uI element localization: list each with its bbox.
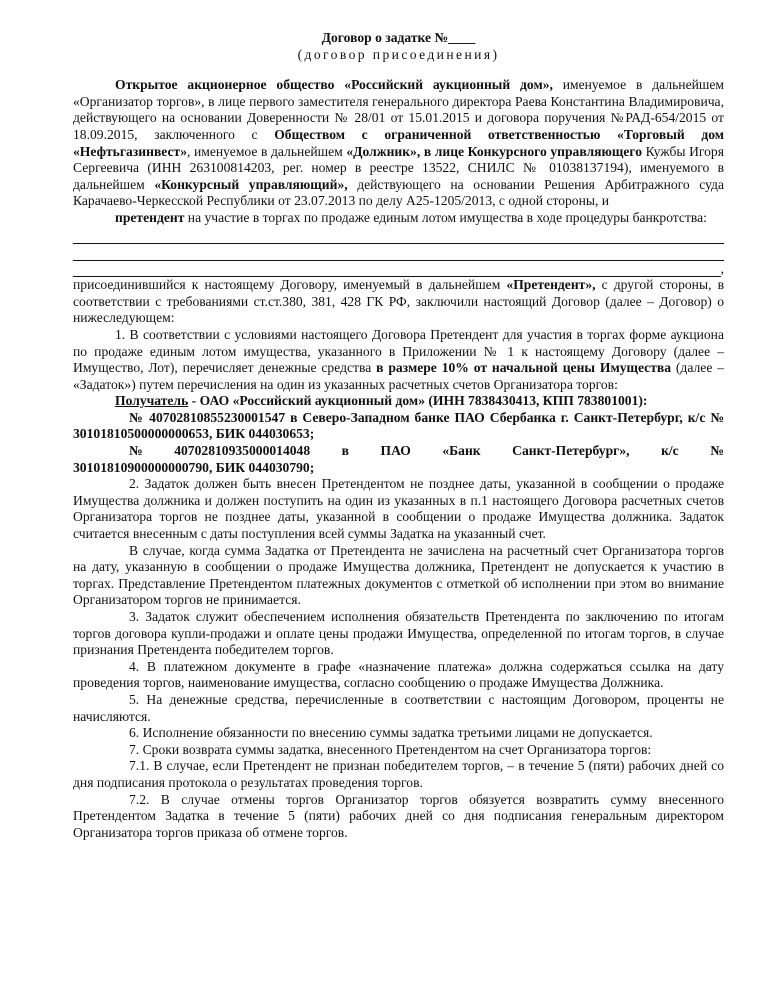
comma: , [720, 260, 724, 276]
document-subtitle: (договор присоединения) [297, 46, 500, 62]
clause-4: 4. В платежном документе в графе «назначение платежа» должна содержаться ссылка на дату проведения торгов, наименование имущества, согласно сообщению о продаже Имущества Должника. [73, 658, 724, 691]
bank-account-2-tail: 30101810900000000790, БИК 044030790; [73, 459, 315, 475]
clause-2-continued: В случае, когда сумма Задатка от Претендента не зачислена на расчетный счет Организатора торгов на дату, указанную в сообщении о продаже Имущества должника, Претендент не допускается к участию в торгах. Представление Претендентом платежных документов с отметкой об исполнении при этом во внимание Организатором торгов не принимается. [73, 542, 724, 608]
clause-7: 7. Сроки возврата суммы задатка, внесенного Претендентом на счет Организатора торгов: [129, 741, 652, 757]
applicant-paragraph: претендент на участие в торгах по продаже единым лотом имущества в ходе процедуры банкротства: [115, 209, 707, 225]
preamble-paragraph: Открытое акционерное общество «Российский аукционный дом», именуемое в дальнейшем «Организатор торгов», в лице первого заместителя генерального директора Раева Константина Владимировича, действующего на основании Доверенности № 28/01 от 15.01.2015 и договора поручения №РАД-654/2015 от 18.09.2015, заключенного с Обществом с ограниченной ответственностью «Торговый дом «Нефтьгазинвест», именуемое в дальнейшем «Должник», в лице Конкурсного управляющего Кужбы Игоря Сергеевича (ИНН 263100814203, рег. номер в реестре 13522, СНИЛС № 01038137194), именуемого в дальнейшем «Конкурсный управляющий», действующего на основании Решения Арбитражного суда Карачаево-Черкесской Республики от 23.07.2013 по делу А25-1205/2013, с одной стороны, и [73, 77, 724, 209]
recipient-line: Получатель - ОАО «Российский аукционный дом» (ИНН 7838430413, КПП 783801001): [115, 393, 648, 409]
clause-3: 3. Задаток служит обеспечением исполнения обязательств Претендента по заключению по итогам торгов договора купли-продажи и оплате цены продажи Имущества, определенной по итогам торгов, в случае признания Претендента победителем торгов. [73, 609, 724, 658]
bank-account-2: № 40702810935000014048 в ПАО «Банк Санкт-Петербург», к/с № [129, 443, 724, 459]
clause-7-2: 7.2. В случае отмены торгов Организатор торгов обязуется возвратить сумму внесенного Претендентом Задатка в течение 5 (пяти) рабочих дней со дня подписания генеральным директором Организатора торгов приказа об отмене торгов. [73, 791, 724, 840]
clause-7-1: 7.1. В случае, если Претендент не признан победителем торгов, – в течение 5 (пяти) рабочих дней со дня подписания протокола о результатах проведения торгов. [73, 758, 724, 790]
organizer-name: Открытое акционерное общество «Российский аукционный дом», [115, 77, 553, 93]
clause-1: 1. В соответствии с условиями настоящего Договора Претендент для участия в торгах форме аукциона по продаже единым лотом имущества, указанного в Приложении № 1 к настоящему Договору (далее – Имущество, Лот), перечисляет денежные средства в размере 10% от начальной цены Имущества (далее – «Задаток») путем перечисления на один из указанных расчетных счетов Организатора торгов: [73, 326, 725, 392]
clause-2: 2. Задаток должен быть внесен Претендентом не позднее даты, указанной в сообщении о продаже Имущества должника и должен поступить на один из указанных в п.1 настоящего Договора расчетных счетов Организатора торгов не позднее даты, указанной в сообщении о продаже Имущества должника. Задаток считается внесенным с даты поступления всей суммы Задатка на указанный счет. [73, 476, 724, 542]
parties-paragraph: присоединившийся к настоящему Договору, именуемый в дальнейшем «Претендент», с другой стороны, в соответствии с требованиями ст.ст.380, 381, 428 ГК РФ, заключили настоящий Договор (далее – Договор) о нижеследующем: [73, 277, 724, 326]
recipient-label: Получатель [115, 393, 189, 409]
blank-rule [73, 262, 721, 277]
bank-account-1: № 40702810855230001547 в Северо-Западном банке ПАО Сбербанка г. Санкт-Петербург, к/с № 30101810500000000653, БИК 044030653; [73, 409, 724, 442]
clause-5: 5. На денежные средства, перечисленные в соответствии с настоящим Договором, проценты не начисляются. [73, 691, 724, 724]
clause-6: 6. Исполнение обязанности по внесению суммы задатка третьими лицами не допускается. [129, 725, 653, 741]
document-title: Договор о задатке №____ [321, 30, 476, 45]
applicant-blank-line-3[interactable] [73, 261, 724, 278]
applicant-blank-line-1[interactable] [73, 227, 724, 244]
applicant-blank-line-2[interactable] [73, 244, 724, 261]
